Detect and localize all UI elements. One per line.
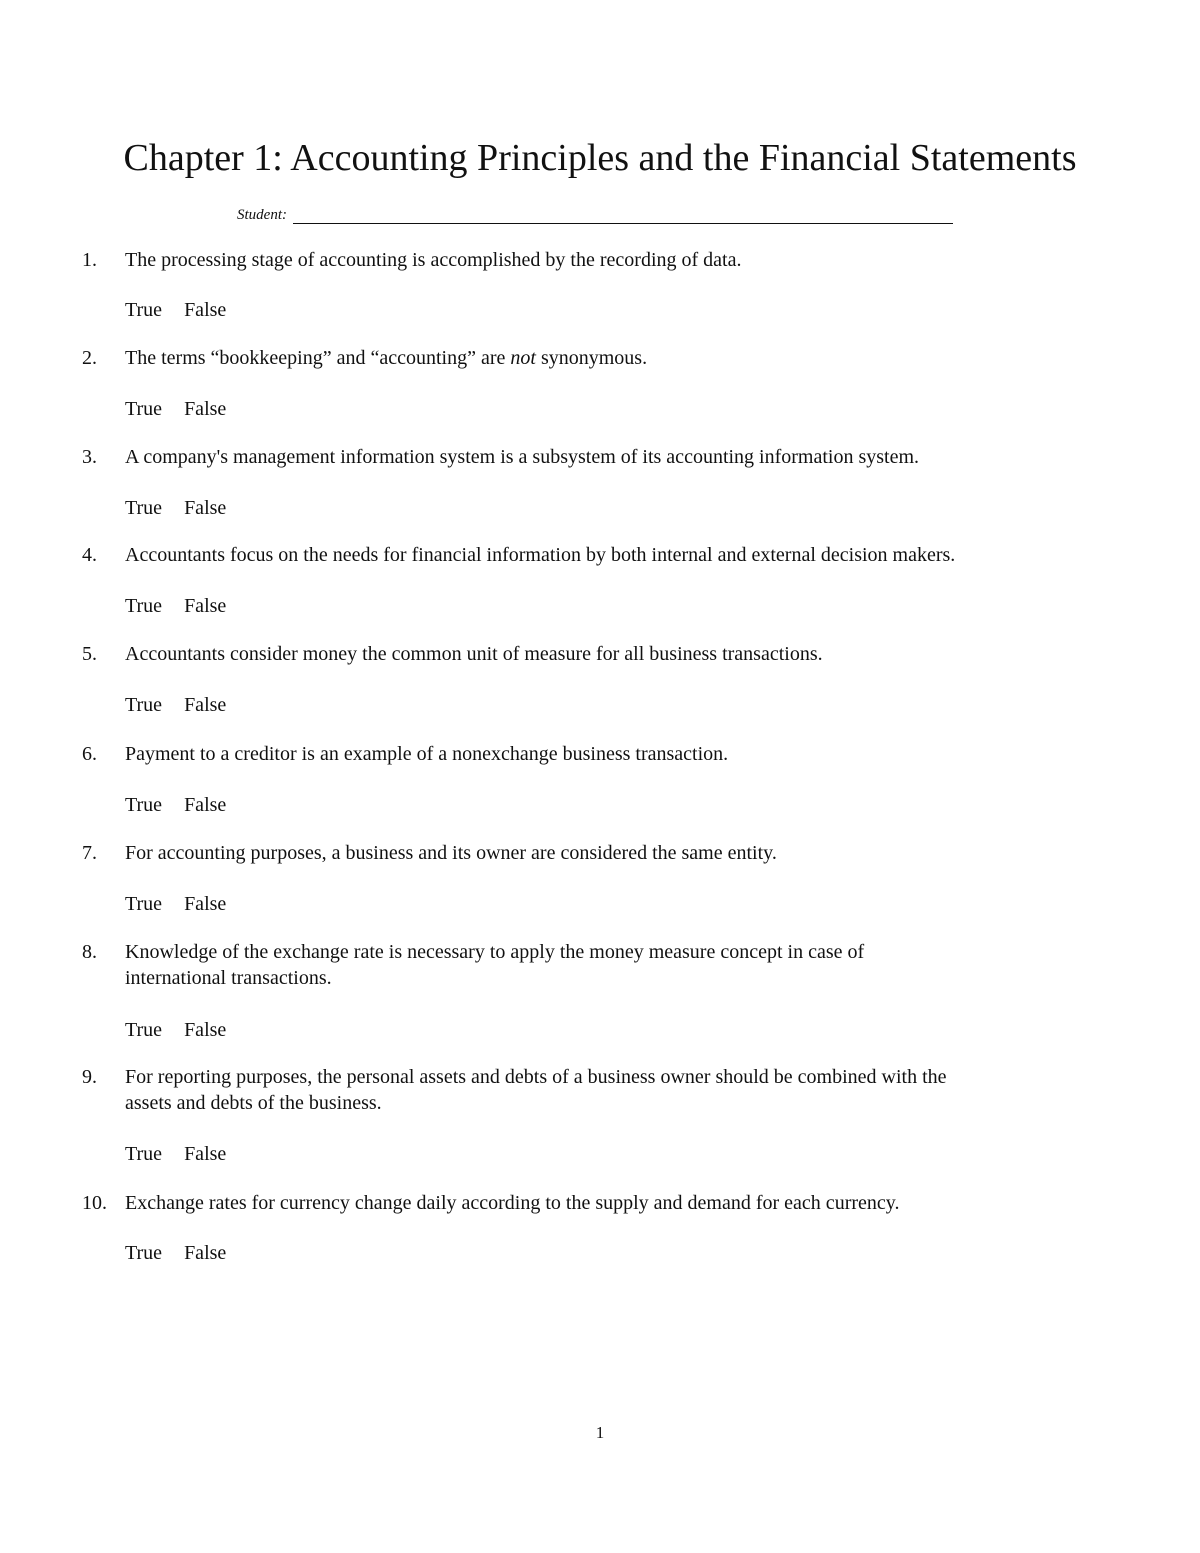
answer-options [125,495,226,521]
answer-options [125,692,226,718]
answer-true[interactable]: True [125,694,163,716]
question-number: 1. [82,249,97,271]
answer-false[interactable]: False [184,595,227,617]
answer-false[interactable]: False [184,893,227,915]
answer-false[interactable]: False [184,1242,227,1264]
question-number: 6. [82,743,97,765]
answer-options [125,792,226,818]
answer-false[interactable]: False [184,299,227,321]
question-text-part: synonymous. [535,347,648,369]
answer-options [125,1141,226,1167]
question-number: 4. [82,544,97,566]
question-number: 9. [82,1066,97,1088]
question-text: Knowledge of the exchange rate is necessary to apply the money measure concept in case of international transactions. [125,941,865,989]
answer-options [125,297,226,323]
question-text-part: The terms “bookkeeping” and “accounting” are [125,347,511,369]
question-text [125,345,1125,371]
answer-false[interactable]: False [184,1019,227,1041]
question-number: 7. [82,842,97,864]
question-text: Payment to a creditor is an example of a nonexchange business transaction. [125,743,729,765]
question-number: 8. [82,941,97,963]
answer-true[interactable]: True [125,595,163,617]
question-number: 10. [82,1192,107,1214]
answer-true[interactable]: True [125,1242,163,1264]
question-text: Accountants consider money the common unit of measure for all business transactions. [125,643,823,665]
answer-false[interactable]: False [184,694,227,716]
question-text: Exchange rates for currency change daily according to the supply and demand for each currency. [125,1192,900,1214]
student-name-row [237,202,953,224]
answer-true[interactable]: True [125,1143,163,1165]
answer-false[interactable]: False [184,398,227,420]
answer-true[interactable]: True [125,398,163,420]
question-number: 3. [82,446,97,468]
question-text: A company's management information system is a subsystem of its accounting information system. [125,446,920,468]
question-number: 2. [82,347,97,369]
answer-options [125,1017,226,1043]
student-name-line[interactable] [293,209,953,224]
answer-true[interactable]: True [125,893,163,915]
answer-true[interactable]: True [125,299,163,321]
answer-false[interactable]: False [184,1143,227,1165]
question-text-emphasis: not [510,347,536,369]
question-text: The processing stage of accounting is accomplished by the recording of data. [125,249,742,271]
answer-options [125,396,226,422]
question-text: Accountants focus on the needs for financial information by both internal and external decision makers. [125,544,956,566]
answer-options [125,1240,226,1266]
answer-true[interactable]: True [125,1019,163,1041]
answer-false[interactable]: False [184,794,227,816]
answer-true[interactable]: True [125,497,163,519]
answer-options [125,593,226,619]
student-label: Student: [237,207,287,223]
answer-true[interactable]: True [125,794,163,816]
answer-options [125,891,226,917]
question-text: For reporting purposes, the personal assets and debts of a business owner should be combined with the assets and debts of the business. [125,1066,947,1114]
page-title: Chapter 1: Accounting Principles and the Financial Statements [123,137,1077,179]
page-number: 1 [595,1423,605,1442]
question-number: 5. [82,643,97,665]
question-text: For accounting purposes, a business and its owner are considered the same entity. [125,842,777,864]
answer-false[interactable]: False [184,497,227,519]
